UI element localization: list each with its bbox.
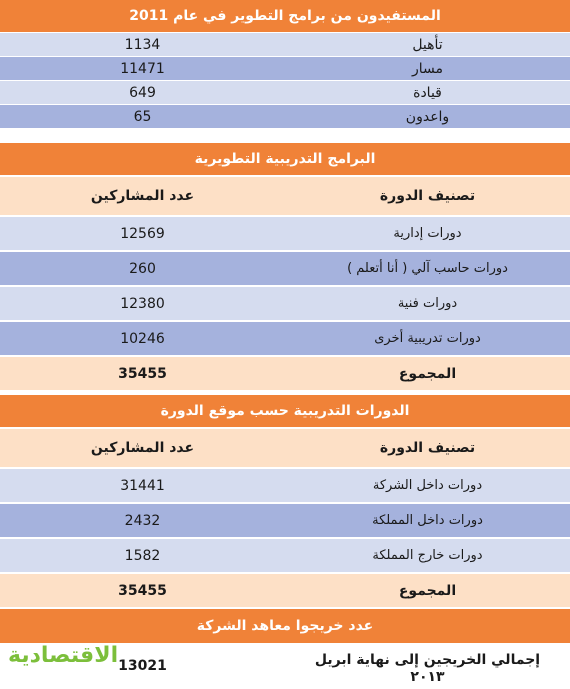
total-value: 35455 bbox=[118, 582, 167, 599]
column-header-participants: عدد المشاركين bbox=[90, 440, 195, 456]
row-value: 1134 bbox=[124, 36, 161, 53]
row-value: 10246 bbox=[120, 330, 165, 347]
graduates-title: عدد خريجوا معاهد الشركة bbox=[0, 609, 570, 643]
row-value: 649 bbox=[129, 84, 156, 101]
row-value: 260 bbox=[129, 260, 156, 277]
row-label: تأهيل bbox=[412, 36, 443, 53]
table-row bbox=[0, 252, 570, 285]
row-label: دورات حاسب آلي ( أنا أتعلم ) bbox=[347, 261, 508, 276]
row-value: 2432 bbox=[124, 512, 161, 529]
programs-section bbox=[0, 143, 570, 390]
row-label: واعدون bbox=[405, 108, 450, 125]
total-row bbox=[0, 574, 570, 607]
table-row bbox=[0, 33, 570, 56]
table-row bbox=[0, 322, 570, 355]
row-value: 11471 bbox=[120, 60, 165, 77]
beneficiaries-title: المستفيدون من برامج التطوير في عام 2011 bbox=[0, 0, 570, 32]
publisher-logo: الاقتصادية bbox=[8, 643, 119, 668]
graduates-value: 13021 bbox=[118, 658, 167, 674]
locations-title: الدورات التدريبية حسب موقع الدورة bbox=[0, 395, 570, 427]
total-label: المجموع bbox=[398, 582, 457, 599]
row-label: دورات داخل الشركة bbox=[372, 478, 483, 493]
row-value: 1582 bbox=[124, 547, 161, 564]
row-label: دورات داخل المملكة bbox=[372, 513, 483, 528]
row-label: دورات خارج المملكة bbox=[372, 548, 483, 563]
row-label: دورات تدريبية أخرى bbox=[374, 331, 481, 346]
table-row bbox=[0, 287, 570, 320]
row-value: 65 bbox=[133, 108, 152, 125]
row-value: 12569 bbox=[120, 225, 165, 242]
programs-title: البرامج التدريبية التطويرية bbox=[0, 143, 570, 175]
graduates-label-line2: ٢٠١٣ bbox=[410, 669, 445, 685]
row-value: 31441 bbox=[120, 477, 165, 494]
table-row bbox=[0, 469, 570, 502]
row-label: دورات فنية bbox=[397, 296, 458, 311]
beneficiaries-section bbox=[0, 0, 570, 128]
column-header-row bbox=[0, 429, 570, 467]
table-row bbox=[0, 105, 570, 128]
total-row bbox=[0, 357, 570, 390]
locations-section bbox=[0, 395, 570, 607]
column-header-row bbox=[0, 177, 570, 215]
total-value: 35455 bbox=[118, 365, 167, 382]
table-row bbox=[0, 217, 570, 250]
table-row bbox=[0, 539, 570, 572]
table-row bbox=[0, 504, 570, 537]
graduates-label bbox=[285, 646, 570, 687]
column-header-course: تصنيف الدورة bbox=[379, 440, 476, 456]
row-label: مسار bbox=[411, 60, 443, 77]
graduates-label-line1: إجمالي الخريجين إلى نهاية ابريل bbox=[314, 651, 541, 668]
row-value: 12380 bbox=[120, 295, 165, 312]
column-header-participants: عدد المشاركين bbox=[90, 188, 195, 204]
total-label: المجموع bbox=[398, 365, 457, 382]
table-row bbox=[0, 81, 570, 104]
table-row bbox=[0, 57, 570, 80]
row-label: قيادة bbox=[413, 84, 442, 101]
row-label: دورات إدارية bbox=[393, 226, 462, 241]
column-header-course: تصنيف الدورة bbox=[379, 188, 476, 204]
